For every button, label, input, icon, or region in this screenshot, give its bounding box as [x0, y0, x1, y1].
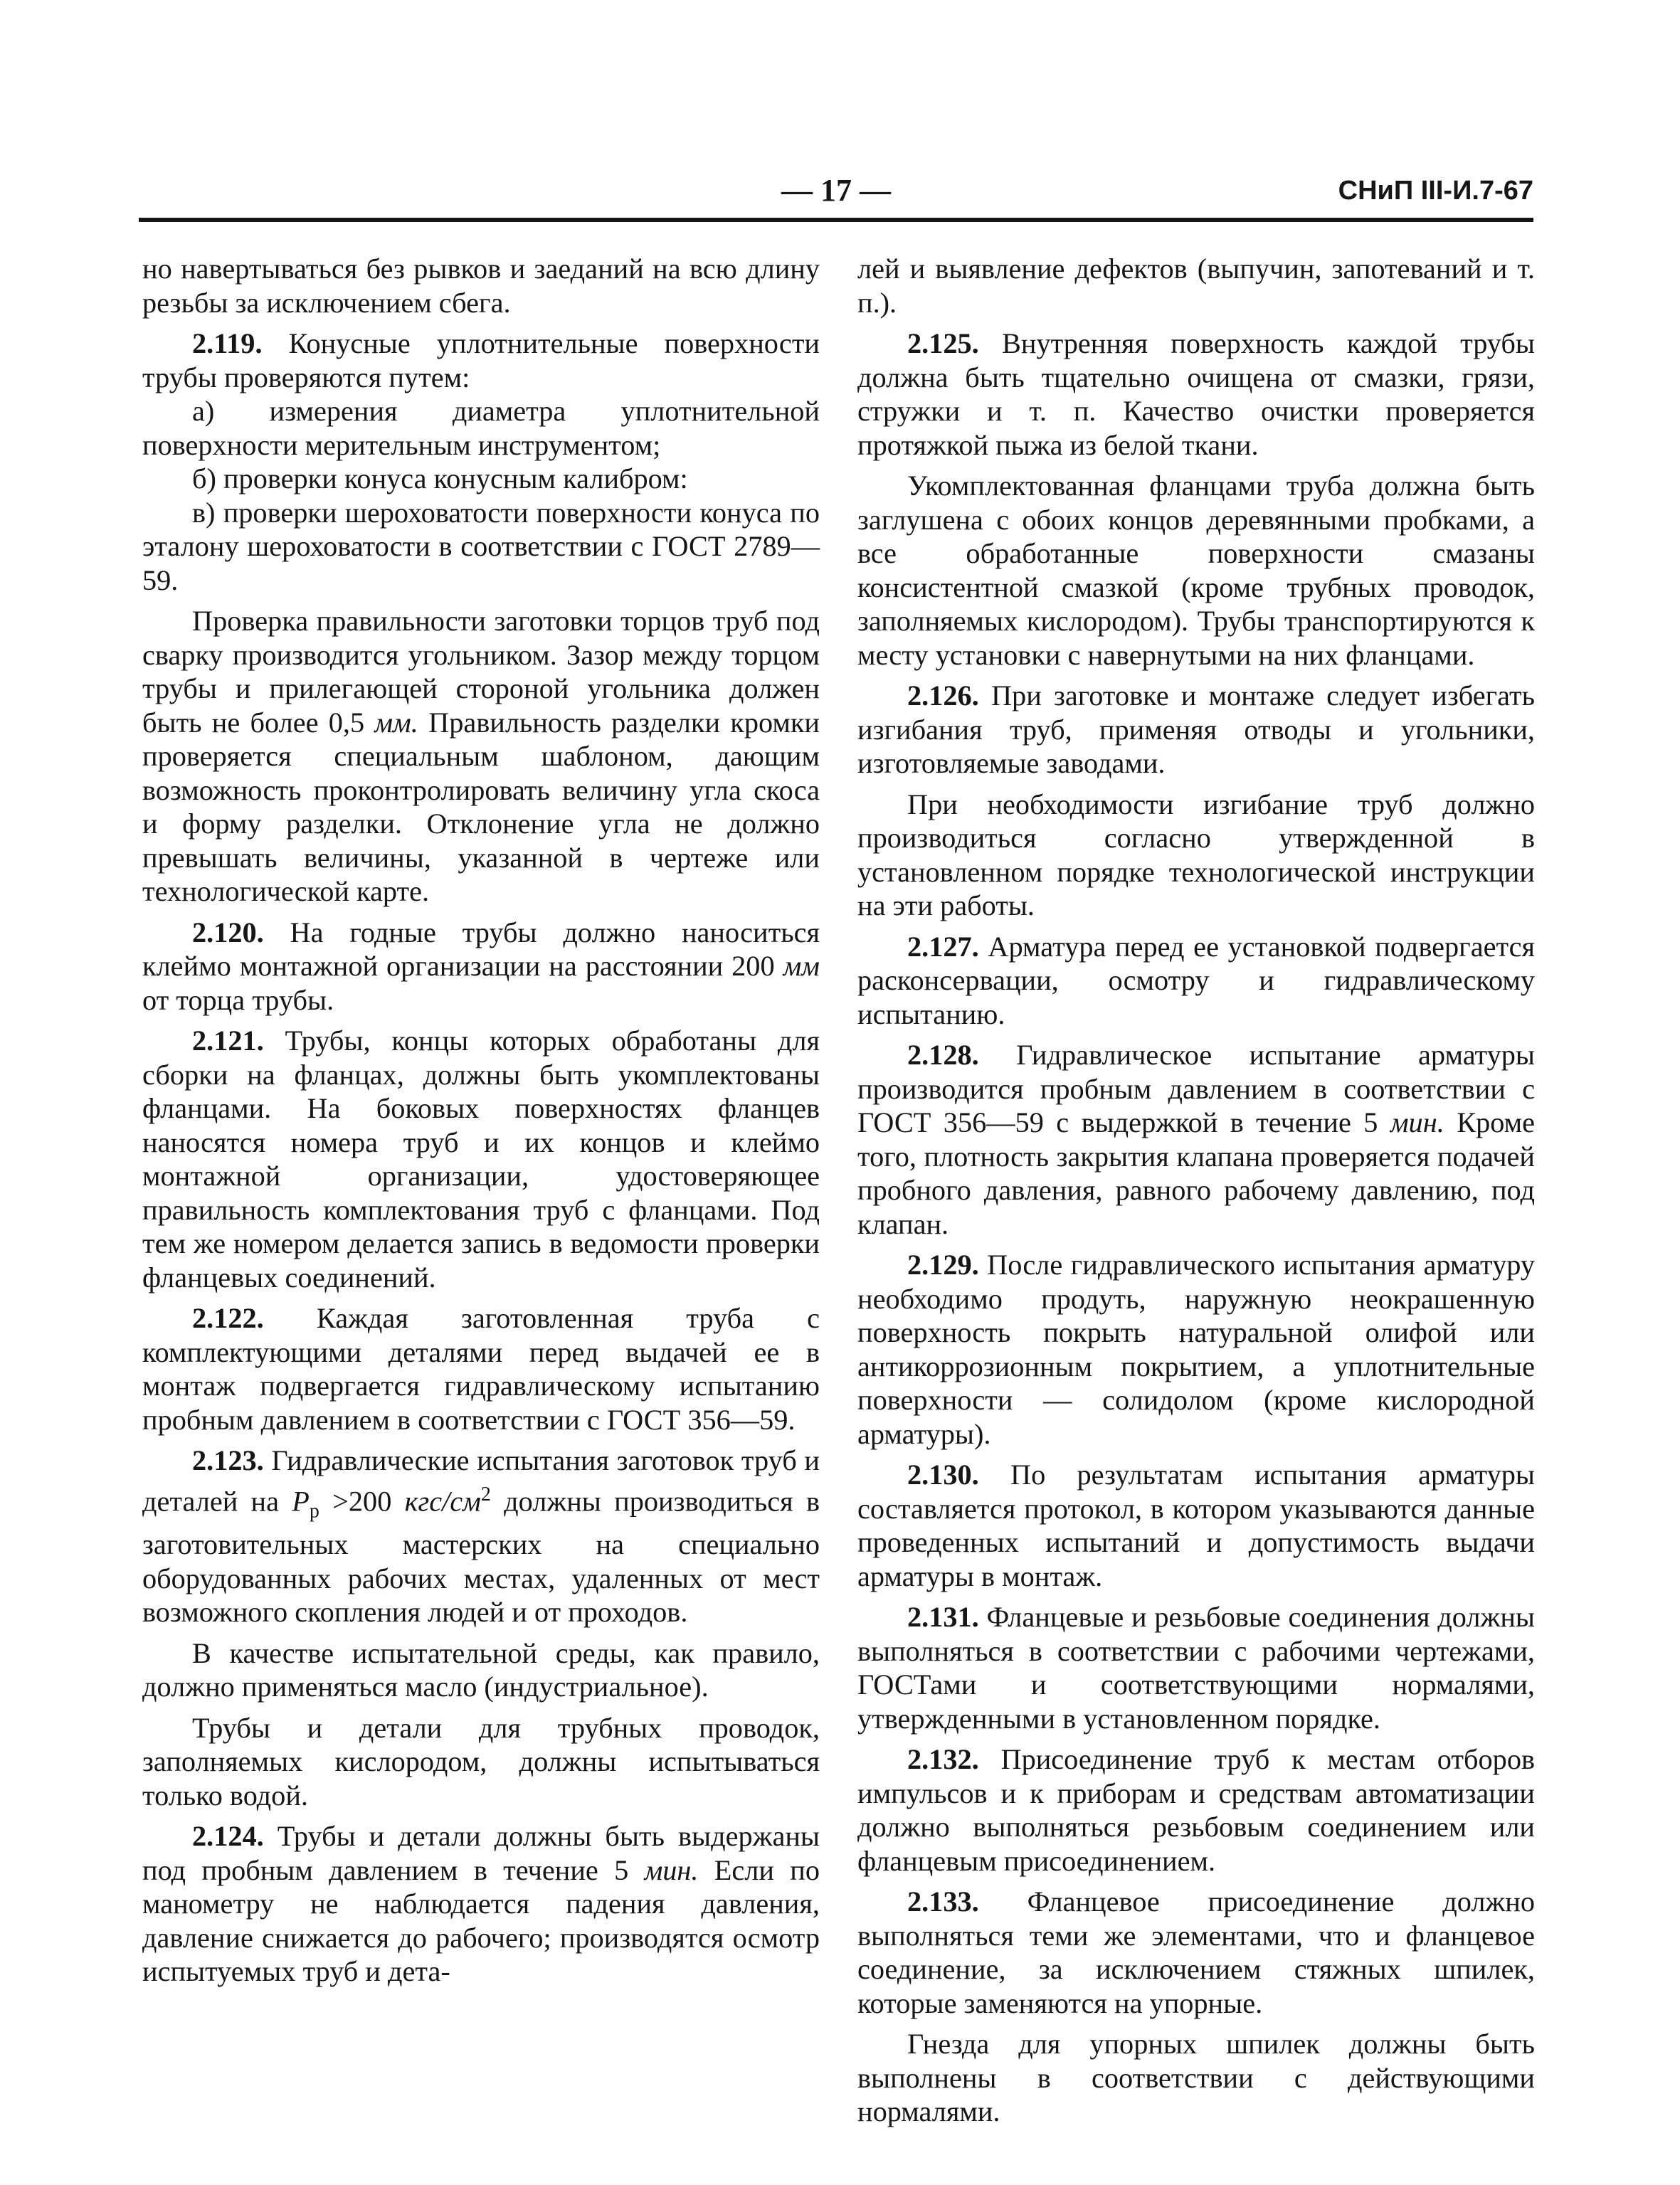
clause-2-126: [857, 679, 1535, 781]
paragraph-bending: При необходимости изгибание труб должно производиться согласно утвержденной в установленном порядке технологической инструкции на эти работы.: [857, 788, 1535, 921]
clause-text: Каждая заготовленная труба с комплектующими деталями перед выдачей ее в монтаж подвергается гидравлическому испытанию пробным давлением в соответствии с ГОСТ 356—59.: [142, 1302, 820, 1436]
clause-2-125: [857, 327, 1535, 462]
clause-text: На годные трубы должно наноситься клеймо монтажной организации на расстоянии 200: [142, 916, 820, 982]
clause-number: 2.126.: [907, 679, 979, 711]
clause-text: Присоединение труб к местам отборов импульсов и к приборам и средствам автоматизации должно выполняться резьбовым соединением или фланцевым присоединением.: [857, 1743, 1535, 1877]
clause-2-120: [142, 916, 820, 1017]
clause-number: 2.125.: [907, 327, 979, 359]
unit-mm: мм.: [374, 706, 418, 739]
clause-2-128: [857, 1038, 1535, 1241]
clause-text: Арматура перед ее установкой подвергается расконсервации, осмотру и гидравлическому испытанию.: [857, 930, 1535, 1030]
clause-text: от торца трубы.: [142, 983, 334, 1016]
clause-text: должны производиться в заготовительных мастерских на специально оборудованных рабочих местах, удаленных от мест возможного скопления людей и от проходов.: [142, 1484, 820, 1629]
clause-text: Трубы, концы которых обработаны для сборки на фланцах, должны быть укомплектованы фланцами. На боковых поверхностях фланцев наносятся номера труб и их концов и клеймо монтажной организации, удостоверяющее правильность комплектования труб с фланцами. Под тем же номером делается запись в ведомости проверки фланцевых соединений.: [142, 1025, 820, 1293]
unit-mm: мм: [783, 950, 820, 982]
clause-number: 2.120.: [192, 916, 264, 948]
clause-text: По результатам испытания арматуры составляется протокол, в котором указываются данные проведенных испытаний и допустимость выдачи арматуры в монтаж.: [857, 1459, 1535, 1592]
clause-2-123: [142, 1444, 820, 1629]
clause-number: 2.123.: [192, 1444, 264, 1476]
clause-2-129: [857, 1248, 1535, 1451]
clause-text: Гидравлические испытания заготовок труб и деталей на: [142, 1444, 820, 1517]
list-item-b: б) проверки конуса конусным калибром:: [192, 462, 688, 494]
clause-number: 2.128.: [907, 1039, 979, 1071]
clause-text: Внутренняя поверхность каждой трубы должна быть тщательно очищена от смазки, грязи, стружки и т. п. Качество очистки проверяется протяжкой пыжа из белой ткани.: [857, 327, 1535, 461]
clause-number: 2.124.: [192, 1820, 264, 1853]
header-rule: [139, 218, 1533, 222]
paragraph-text: Правильность разделки кромки проверяется специальным шаблоном, дающим возможность проконтролировать величину угла скоса и форму разделки. Отклонение угла не должно превышать величины, указанной в чертеже или технологической карте.: [142, 706, 820, 907]
clause-2-127: [857, 930, 1535, 1032]
clause-number: 2.119.: [192, 327, 263, 359]
pressure-symbol: P: [292, 1484, 310, 1517]
clause-text: Трубы и детали должны быть выдержаны под пробным давлением в течение 5: [142, 1820, 820, 1886]
clause-number: 2.131.: [907, 1601, 979, 1633]
clause-number: 2.130.: [907, 1459, 979, 1491]
clause-2-130: [857, 1458, 1535, 1593]
paragraph-flanged-pipe: Укомплектованная фланцами труба должна быть заглушена с обоих концов деревянными пробками, а все обработанные поверхности смазаны консистентной смазкой (кроме трубных проводок, заполняемых кислородом). Трубы транспортируются к месту установки с навернутыми на них фланцами.: [857, 470, 1535, 671]
paragraph-continuation: лей и выявление дефектов (выпучин, запотеваний и т. п.).: [857, 253, 1535, 319]
document-code: СНиП III-И.7-67: [1338, 176, 1533, 206]
clause-text: Если по манометру не наблюдается падения давления, давление снижается до рабочего; производятся осмотр испытуемых труб и дета-: [142, 1853, 820, 1988]
paragraph-oxygen-pipes: Трубы и детали для трубных проводок, заполняемых кислородом, должны испытываться только водой.: [142, 1711, 820, 1811]
list-item-c: в) проверки шероховатости поверхности конуса по эталону шероховатости в соответствии с ГОСТ 2789—59.: [142, 496, 820, 596]
clause-number: 2.121.: [192, 1025, 264, 1057]
pressure-subscript: р: [309, 1499, 319, 1522]
page-number: — 17 —: [781, 173, 891, 208]
unit-exponent: 2: [480, 1483, 491, 1506]
clause-2-119: [142, 327, 820, 394]
clause-number: 2.129.: [907, 1249, 979, 1281]
clause-text: >200: [319, 1484, 405, 1517]
paragraph-text: Проверка правильности заготовки торцов труб под сварку производится угольником. Зазор между торцом трубы и прилегающей стороной угольника должен быть не более 0,5: [142, 605, 820, 739]
clause-2-132: [857, 1742, 1535, 1878]
clause-text: Конусные уплотнительные поверхности трубы проверяются путем:: [142, 327, 820, 393]
list-item-a: а) измерения диаметра уплотнительной поверхности мерительным инструментом;: [142, 395, 820, 461]
unit-pressure: кгс/см: [404, 1484, 481, 1517]
clause-text: Кроме того, плотность закрытия клапана проверяется подачей пробного давления, равного рабочему давлению, под клапан.: [857, 1106, 1535, 1240]
clause-2-121: [142, 1024, 820, 1294]
clause-2-131: [857, 1600, 1535, 1735]
clause-2-133: [857, 1885, 1535, 2020]
unit-min: мин.: [1390, 1106, 1444, 1138]
clause-text: Гидравлическое испытание арматуры производится пробным давлением в соответствии с ГОСТ 356—59 с выдержкой в течение 5: [857, 1039, 1535, 1138]
clause-number: 2.127.: [907, 930, 979, 963]
clause-number: 2.122.: [192, 1302, 264, 1334]
clause-text: При заготовке и монтаже следует избегать изгибания труб, применяя отводы и угольники, изготовляемые заводами.: [857, 679, 1535, 779]
clause-2-124: [142, 1819, 820, 1989]
clause-number: 2.133.: [907, 1885, 979, 1917]
clause-text: Фланцевые и резьбовые соединения должны выполняться в соответствии с рабочими чертежами, ГОСТами и соответствующими нормалями, утвержденными в установленном порядке.: [857, 1601, 1535, 1735]
left-column: [142, 252, 820, 1996]
paragraph-test-medium: В качестве испытательной среды, как правило, должно применяться масло (индустриальное).: [142, 1636, 820, 1703]
clause-text: Фланцевое присоединение должно выполняться теми же элементами, что и фланцевое соединение, за исключением стяжных шпилек, которые заменяются на упорные.: [857, 1885, 1535, 2019]
clause-2-122: [142, 1301, 820, 1437]
unit-min: мин.: [644, 1853, 699, 1886]
paragraph-weld-check: [142, 604, 820, 909]
page-header: [139, 169, 1533, 219]
clause-text: После гидравлического испытания арматуру необходимо продуть, наружную неокрашенную поверхность покрыть натуральной олифой или антикоррозионным покрытием, а уплотнительные поверхности — солидолом (кроме кислородной арматуры).: [857, 1249, 1535, 1450]
clause-number: 2.132.: [907, 1743, 979, 1775]
right-column: [857, 252, 1535, 2136]
paragraph-continuation: но навертываться без рывков и заеданий на всю длину резьбы за исключением сбега.: [142, 253, 820, 319]
paragraph-stud-nests: Гнезда для упорных шпилек должны быть выполнены в соответствии с действующими нормалями.: [857, 2028, 1535, 2127]
